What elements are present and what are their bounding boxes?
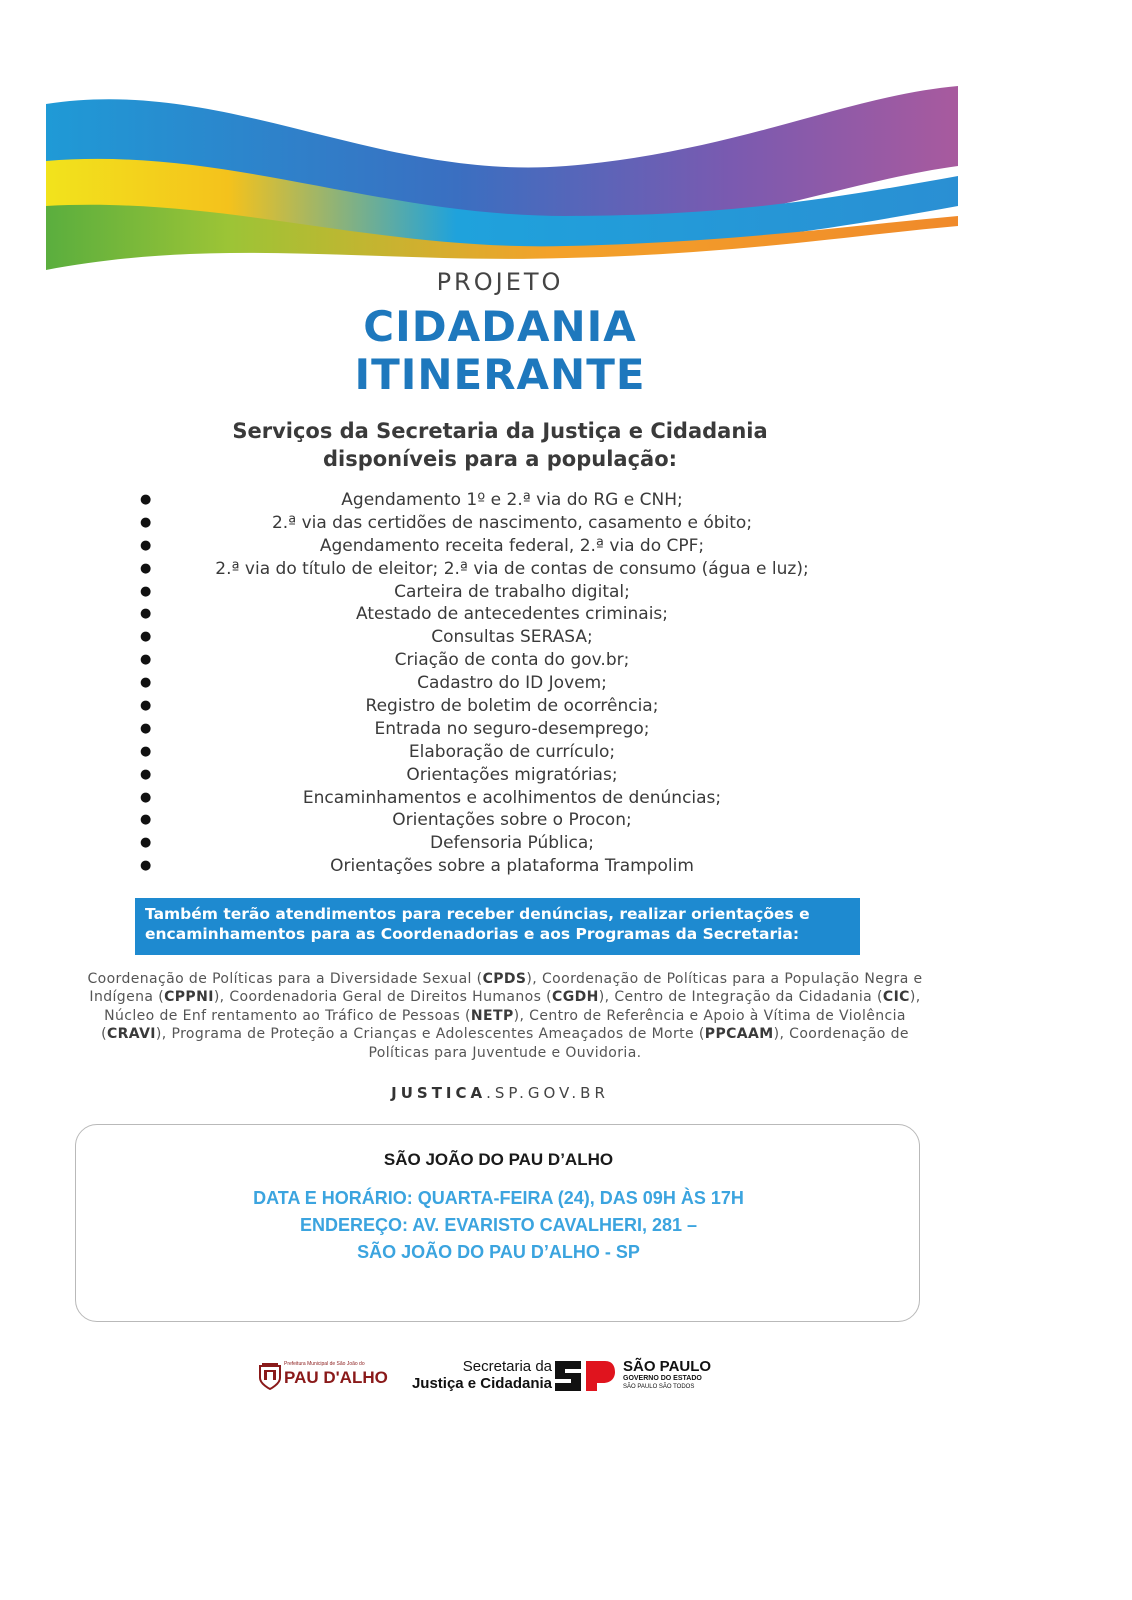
list-item: ● Cadastro do ID Jovem; [140,673,607,694]
bullet-icon: ● [140,492,152,507]
subtitle-line1: Serviços da Secretaria da Justiça e Cidadania [232,419,768,443]
bullet-icon: ● [140,675,152,691]
coordination-paragraph: Coordenação de Políticas para a Diversidade Sexual (CPDS), Coordenação de Políticas para a População Negra e Indígena (CPPNI), Coordenadoria Geral de Direitos Humanos (CGDH), Centro de Integração da Cidadania (CIC), Núcleo de Enf rentamento ao Tráfico de Pessoas (NETP), Centro de Referência e Apoio à Vítima de Violência (CRAVI), Programa de Proteção a Crianças e Adolescentes Ameaçados de Morte (PPCAAM), Coordenação de Políticas para Juventude e Ouvidoria. [87,971,923,1061]
bullet-icon: ● [140,629,152,645]
highlight-line2: encaminhamentos para as Coordenadorias e aos Programas da Secretaria: [145,925,800,943]
list-item: ● Encaminhamentos e acolhimentos de denúncias; [140,787,722,808]
crest-icon [258,1362,282,1390]
list-item: ● Entrada no seguro-desemprego; [140,718,650,739]
event-info-box [75,1124,920,1322]
list-item: ● Orientações sobre a plataforma Trampolim [140,856,694,877]
list-item: ● Agendamento 1º e 2.ª via do RG e CNH; [140,490,683,510]
bullet-icon: ● [140,789,152,805]
highlight-line1: Também terão atendimentos para receber denúncias, realizar orientações e [145,905,810,923]
list-item: ● 2.ª via do título de eleitor; 2.ª via de contas de consumo (água e luz); [140,558,809,579]
event-city: SÃO JOÃO DO PAU D’ALHO [383,1150,614,1169]
bullet-icon: ● [140,743,152,759]
bullet-icon: ● [140,583,152,599]
list-item: ● Orientações sobre o Procon; [140,810,632,831]
services-subtitle [0,417,1000,473]
bullet-icon: ● [140,766,152,782]
bullet-icon: ● [140,606,152,622]
bullet-icon: ● [140,858,152,874]
services-list [140,489,860,878]
list-item: ● Elaboração de currículo; [140,741,616,762]
list-item: ● Carteira de trabalho digital; [140,581,630,602]
secretaria-logo-text: Secretaria da Justiça e Cidadania [411,1358,552,1392]
bullet-icon: ● [140,698,152,714]
website-url: JUSTICA.SP.GOV.BR [391,1084,609,1102]
event-address: ENDEREÇO: AV. EVARISTO CAVALHERI, 281 – [299,1215,698,1235]
subtitle-line2: disponíveis para a população: [322,447,678,471]
bullet-icon: ● [140,812,152,828]
sp-state-logo-icon [553,1359,617,1393]
governo-sp-text: SÃO PAULO GOVERNO DO ESTADO SÃO PAULO SÃO TODOS [623,1358,712,1390]
list-item: ● Registro de boletim de ocorrência; [140,696,659,717]
list-item: ● Criação de conta do gov.br; [140,650,630,671]
list-item: ● Defensoria Pública; [140,833,594,854]
project-title-line2: ITINERANTE [354,350,646,399]
event-address-city: SÃO JOÃO DO PAU D’ALHO - SP [357,1242,640,1262]
rainbow-wave-banner [46,86,958,270]
bullet-icon: ● [140,514,152,530]
list-item: ● Consultas SERASA; [140,627,593,648]
list-item: ● Agendamento receita federal, 2.ª via do CPF; [140,535,705,556]
highlight-banner [135,898,860,955]
list-item: ● 2.ª via das certidões de nascimento, casamento e óbito; [140,512,753,533]
list-item: ● Atestado de antecedentes criminais; [140,604,669,625]
list-item: ● Orientações migratórias; [140,764,618,785]
bullet-icon: ● [140,652,152,668]
project-title-line1: CIDADANIA [363,302,637,351]
bullet-icon: ● [140,835,152,851]
event-datetime: DATA E HORÁRIO: QUARTA-FEIRA (24), DAS 09H ÀS 17H [253,1188,744,1208]
bullet-icon: ● [140,560,152,576]
pau-dalho-logo: Prefeitura Municipal de São João do PAU D'ALHO [258,1360,368,1394]
project-kicker: PROJETO [436,268,564,296]
bullet-icon: ● [140,537,152,553]
footer-logos [0,1356,1132,1406]
bullet-icon: ● [140,720,152,736]
